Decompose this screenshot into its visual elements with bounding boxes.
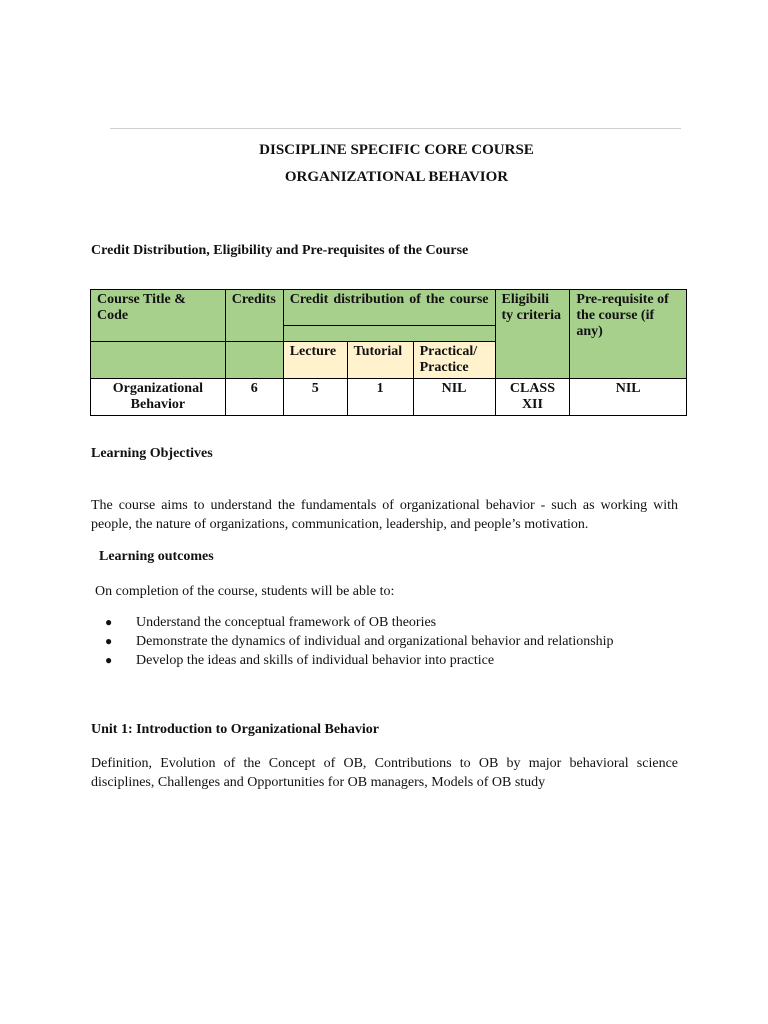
header-practical: Practical/ Practice bbox=[413, 342, 495, 379]
credit-table bbox=[90, 289, 687, 416]
document-title: DISCIPLINE SPECIFIC CORE COURSE bbox=[259, 142, 534, 158]
cell-credits: 6 bbox=[225, 379, 283, 416]
header-course-title: Course Title & Code bbox=[91, 290, 226, 342]
credit-section-heading: Credit Distribution, Eligibility and Pre-requisites of the Course bbox=[91, 243, 469, 258]
cell-course: Organizational Behavior bbox=[91, 379, 226, 416]
bullet-icon: ● bbox=[105, 653, 113, 667]
course-title: ORGANIZATIONAL BEHAVIOR bbox=[284, 169, 509, 185]
cell-prerequisite: NIL bbox=[570, 379, 687, 416]
unit1-heading: Unit 1: Introduction to Organizational Behavior bbox=[91, 722, 379, 737]
header-course-title-continued bbox=[91, 342, 226, 379]
cell-tutorial: 1 bbox=[347, 379, 413, 416]
list-item bbox=[105, 613, 614, 632]
cell-lecture: 5 bbox=[283, 379, 347, 416]
bullet-icon: ● bbox=[105, 615, 113, 629]
learning-outcomes-intro: On completion of the course, students will be able to: bbox=[95, 584, 395, 599]
cell-eligibility: CLASS XII bbox=[495, 379, 570, 416]
outcomes-list bbox=[105, 613, 614, 670]
cell-practical: NIL bbox=[413, 379, 495, 416]
horizontal-rule bbox=[110, 128, 681, 129]
learning-outcomes-heading: Learning outcomes bbox=[99, 549, 214, 564]
list-item bbox=[105, 651, 614, 670]
list-item bbox=[105, 632, 614, 651]
learning-objectives-heading: Learning Objectives bbox=[91, 446, 213, 461]
header-distribution-spacer bbox=[283, 326, 495, 342]
header-credits-continued bbox=[225, 342, 283, 379]
list-item-text: Develop the ideas and skills of individual behavior into practice bbox=[136, 653, 495, 668]
header-tutorial: Tutorial bbox=[347, 342, 413, 379]
bullet-icon: ● bbox=[105, 634, 113, 648]
header-credits: Credits bbox=[225, 290, 283, 342]
header-lecture: Lecture bbox=[283, 342, 347, 379]
learning-objectives-text: The course aims to understand the fundamentals of organizational behavior - such as working with people, the nature of organizations, communication, leadership, and people’s motivation. bbox=[91, 498, 678, 532]
list-item-text: Understand the conceptual framework of OB theories bbox=[136, 615, 437, 630]
list-item-text: Demonstrate the dynamics of individual and organizational behavior and relationship bbox=[136, 634, 614, 649]
header-credit-distribution: Credit distribution of the course bbox=[283, 290, 495, 326]
header-eligibility: Eligibili ty criteria bbox=[495, 290, 570, 379]
header-prerequisite: Pre-requisite of the course (if any) bbox=[570, 290, 687, 379]
unit1-text: Definition, Evolution of the Concept of OB, Contributions to OB by major behavioral science disciplines, Challenges and Opportunities for OB managers, Models of OB study bbox=[91, 756, 678, 790]
